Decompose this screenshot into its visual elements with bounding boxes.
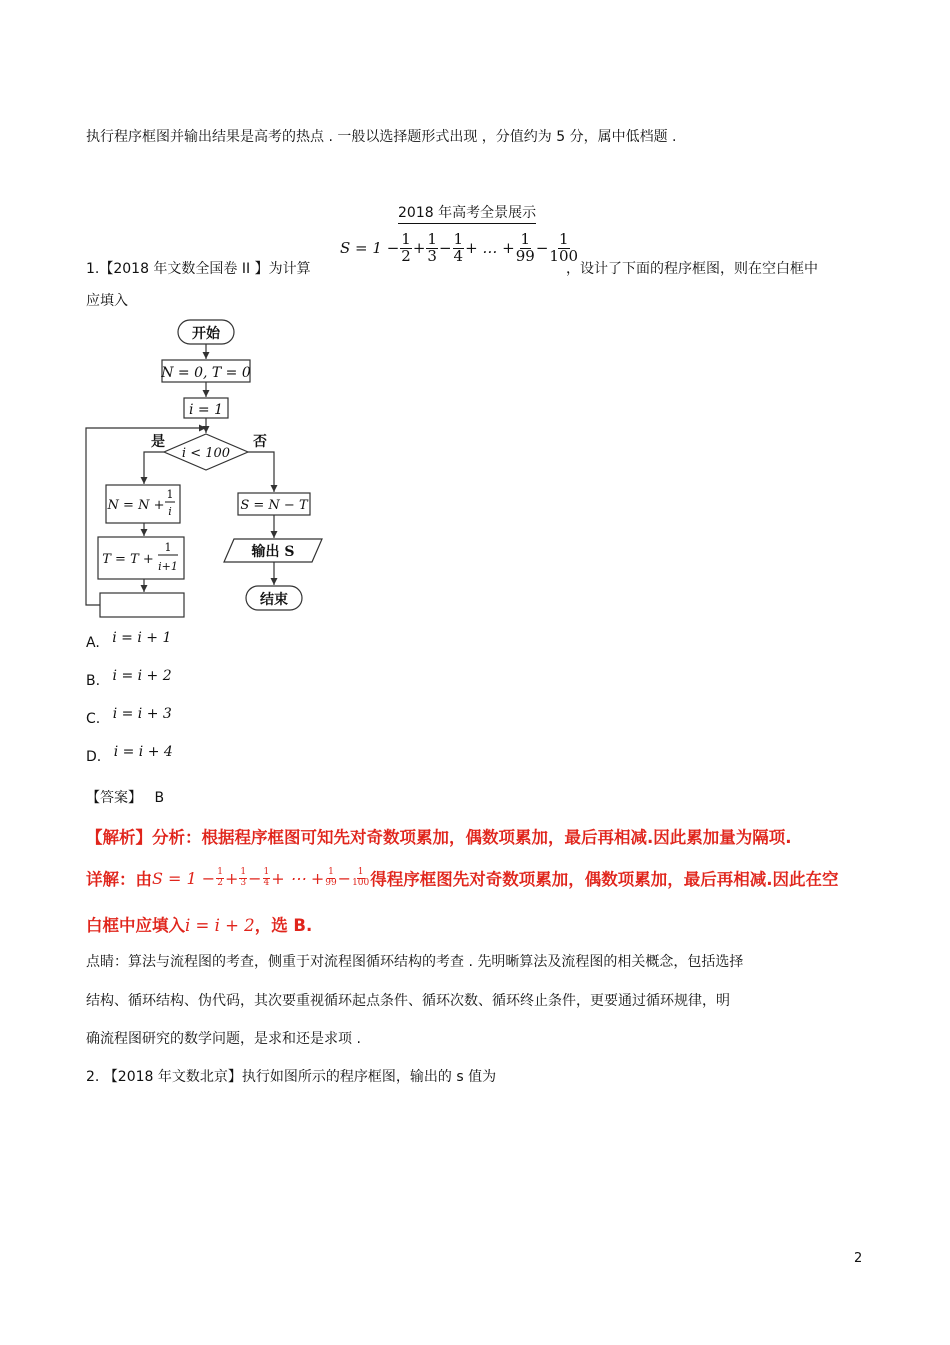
option-a-expr: i = i + 1	[112, 630, 172, 646]
analysis-frac-4: $\frac{1}{99}$	[325, 867, 337, 888]
analysis-formula: S = 1 − $\frac{1}{2}$ + $\frac{1}{3}$ − $\frac{1}{4}$ + ⋯ + $\frac{1}{99}$ − $\frac{1}{100}$	[152, 867, 370, 888]
yes-label: 是	[151, 434, 165, 450]
q1-line2: 应填入	[86, 293, 128, 309]
analysis-detail-suffix: 得程序框图先对奇数项累加，偶数项累加，最后再相减.因此在空	[370, 870, 839, 889]
comment-line1: 点睛：算法与流程图的考查，侧重于对流程图循环结构的考查 . 先明晰算法及流程图的相关概念，包括选择	[86, 954, 744, 970]
output-label: 输出 S	[251, 544, 295, 560]
stepN-frac-num: 1	[166, 488, 174, 501]
q1-frac-1: $\frac{1}{2}$	[401, 230, 411, 265]
option-c-label: C.	[86, 711, 101, 727]
option-b[interactable]	[86, 668, 172, 689]
analysis-detail	[86, 866, 839, 890]
cond-label: i < 100	[181, 446, 231, 461]
option-b-expr: i = i + 2	[112, 668, 172, 684]
q1-frac-3: $\frac{1}{4}$	[453, 230, 464, 265]
analysis-frac-1: $\frac{1}{2}$	[217, 867, 223, 888]
stepT-frac-num: 1	[164, 541, 172, 554]
comment-line2: 结构、循环结构、伪代码，其次要重视循环起点条件、循环次数、循环终止条件，更要通过循环规律，明	[86, 993, 730, 1009]
end-label: 结束	[260, 592, 288, 608]
page-number: 2	[854, 1251, 863, 1266]
analysis-frac-3: $\frac{1}{4}$	[263, 867, 270, 888]
answer-line	[86, 787, 164, 807]
analysis-frac-5: $\frac{1}{100}$	[352, 867, 370, 888]
q1-prefix: 1.【2018 年文数全国卷 II 】为计算	[86, 261, 311, 277]
comment-line3: 确流程图研究的数学问题，是求和还是求项 .	[86, 1031, 361, 1047]
option-d-label: D.	[86, 749, 102, 765]
q1-frac-5: $\frac{1}{100}$	[549, 230, 579, 265]
q1-formula-mid: + … +	[465, 239, 515, 258]
section-title: 2018 年高考全景展示	[398, 202, 536, 224]
flowchart	[80, 312, 340, 624]
stepT-label: T = T +	[102, 552, 154, 567]
analysis-frac-2: $\frac{1}{3}$	[240, 867, 247, 888]
analysis-detail-prefix: 详解：由	[86, 870, 152, 889]
analysis-line1: 【解析】分析：根据程序框图可知先对奇数项累加，偶数项累加，最后再相减.因此累加量为隔项.	[86, 828, 792, 847]
answer-value: B	[154, 790, 165, 806]
answer-label: 【答案】	[86, 790, 142, 806]
s-calc-label: S = N − T	[240, 498, 308, 513]
option-d[interactable]	[86, 744, 173, 765]
analysis-line3-expr: i = i + 2	[185, 916, 255, 935]
analysis-line3: 白框中应填入i = i + 2，选 B.	[86, 916, 313, 935]
intro-text: 执行程序框图并输出结果是高考的热点 . 一般以选择题形式出现 ，分值约为 5 分，属中低档题 .	[86, 129, 677, 145]
q1-suffix: ，设计了下面的程序框图，则在空白框中	[566, 261, 818, 277]
stepN-frac-den: i	[168, 505, 172, 518]
option-a[interactable]	[86, 630, 172, 651]
q1-formula-s: S = 1 −	[340, 239, 400, 258]
i-init-label: i = 1	[188, 402, 224, 418]
no-label: 否	[253, 434, 267, 450]
stepN-label: N = N +	[107, 498, 165, 513]
option-d-expr: i = i + 4	[113, 744, 173, 760]
q1-frac-4: $\frac{1}{99}$	[515, 230, 535, 265]
stepT-frac-den: i+1	[158, 560, 178, 573]
q2-text: 2. 【2018 年文数北京】执行如图所示的程序框图，输出的 s 值为	[86, 1069, 497, 1085]
option-c-expr: i = i + 3	[112, 706, 172, 722]
blank-box	[100, 593, 184, 617]
init-label: N = 0, T = 0	[161, 365, 251, 381]
q1-frac-2: $\frac{1}{3}$	[427, 230, 437, 265]
start-label: 开始	[192, 326, 220, 342]
q1-formula: S = 1 − $\frac{1}{2}$ + $\frac{1}{3}$ − $\frac{1}{4}$ + … + $\frac{1}{99}$ − $\frac{1}{100}$	[340, 230, 579, 265]
option-b-label: B.	[86, 673, 101, 689]
option-c[interactable]	[86, 706, 172, 727]
option-a-label: A.	[86, 635, 100, 651]
